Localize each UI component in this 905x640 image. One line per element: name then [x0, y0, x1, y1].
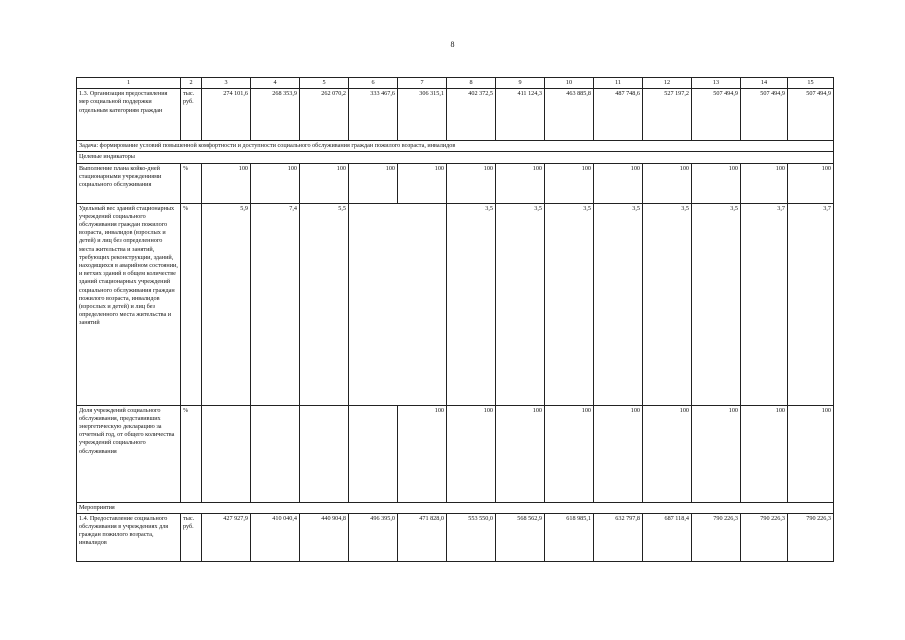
- value-cell: 100: [643, 405, 692, 502]
- value-cell: 3,5: [594, 203, 643, 405]
- value-cell: 100: [545, 405, 594, 502]
- value-cell: [300, 405, 349, 502]
- row-name: 1.4. Предоставление социального обслуживания в учреждениях для граждан пожилого возраста, инвалидов: [77, 513, 181, 561]
- value-cell: 100: [788, 405, 834, 502]
- value-cell: 100: [398, 405, 447, 502]
- value-cell: [251, 405, 300, 502]
- value-cell: 5,9: [202, 203, 251, 405]
- row-unit: тыс. руб.: [181, 89, 202, 141]
- header-cell: 5: [300, 78, 349, 89]
- value-cell: 553 550,0: [447, 513, 496, 561]
- value-cell: 790 226,3: [741, 513, 788, 561]
- header-cell: 15: [788, 78, 834, 89]
- value-cell: 333 467,6: [349, 89, 398, 141]
- row-name: Доля учреждений социального обслуживания, представивших энергетическую декларацию за отчетный год, от общего количества учреждений социального обслуживания: [77, 405, 181, 502]
- header-cell: 10: [545, 78, 594, 89]
- page-number: 8: [450, 40, 455, 49]
- value-cell: 3,5: [545, 203, 594, 405]
- header-cell: 13: [692, 78, 741, 89]
- value-cell: 411 124,3: [496, 89, 545, 141]
- value-cell: 100: [741, 405, 788, 502]
- value-cell: 3,7: [741, 203, 788, 405]
- value-cell: 7,4: [251, 203, 300, 405]
- value-cell: 3,5: [496, 203, 545, 405]
- value-cell: 790 226,3: [788, 513, 834, 561]
- value-cell: 100: [496, 405, 545, 502]
- table-row-indicator-3: [77, 405, 834, 502]
- value-cell: [202, 405, 251, 502]
- header-cell: 1: [77, 78, 181, 89]
- value-cell: 100: [692, 163, 741, 203]
- value-cell: [349, 405, 398, 502]
- value-cell: 100: [447, 163, 496, 203]
- row-unit: тыс. руб.: [181, 513, 202, 561]
- header-cell: 7: [398, 78, 447, 89]
- value-cell: 463 885,8: [545, 89, 594, 141]
- targets-heading-row: [77, 152, 834, 163]
- value-cell: 3,5: [643, 203, 692, 405]
- value-cell: [349, 203, 447, 405]
- value-cell: 410 040,4: [251, 513, 300, 561]
- value-cell: 687 118,4: [643, 513, 692, 561]
- header-cell: 8: [447, 78, 496, 89]
- value-cell: 306 315,1: [398, 89, 447, 141]
- header-cell: 14: [741, 78, 788, 89]
- value-cell: 568 562,9: [496, 513, 545, 561]
- value-cell: 632 797,8: [594, 513, 643, 561]
- row-unit: %: [181, 405, 202, 502]
- value-cell: 100: [545, 163, 594, 203]
- header-cell: 4: [251, 78, 300, 89]
- row-unit: %: [181, 163, 202, 203]
- value-cell: 527 197,2: [643, 89, 692, 141]
- row-unit: %: [181, 203, 202, 405]
- header-cell: 9: [496, 78, 545, 89]
- value-cell: 100: [496, 163, 545, 203]
- value-cell: 440 904,8: [300, 513, 349, 561]
- header-cell: 6: [349, 78, 398, 89]
- value-cell: 262 070,2: [300, 89, 349, 141]
- value-cell: 100: [594, 405, 643, 502]
- value-cell: 100: [788, 163, 834, 203]
- value-cell: 507 494,9: [788, 89, 834, 141]
- value-cell: 427 927,9: [202, 513, 251, 561]
- value-cell: 100: [398, 163, 447, 203]
- header-cell: 12: [643, 78, 692, 89]
- value-cell: 3,5: [692, 203, 741, 405]
- value-cell: 100: [741, 163, 788, 203]
- value-cell: 100: [349, 163, 398, 203]
- value-cell: 268 353,9: [251, 89, 300, 141]
- value-cell: 100: [251, 163, 300, 203]
- row-name: Выполнение плана койко-дней стационарными учреждениями социального обслуживания: [77, 163, 181, 203]
- value-cell: 790 226,3: [692, 513, 741, 561]
- value-cell: 402 372,5: [447, 89, 496, 141]
- measures-heading: Мероприятия: [77, 502, 834, 513]
- value-cell: 471 828,0: [398, 513, 447, 561]
- measures-heading-row: [77, 502, 834, 513]
- value-cell: 3,7: [788, 203, 834, 405]
- targets-heading: Целевые индикаторы: [77, 152, 834, 163]
- value-cell: 100: [447, 405, 496, 502]
- value-cell: 618 985,1: [545, 513, 594, 561]
- value-cell: 5,5: [300, 203, 349, 405]
- row-name: Удельный вес зданий стационарных учреждений социального обслуживания граждан пожилого возраста, инвалидов (взрослых и детей) и лиц без определенного места жительства и занятий, требующих реконструкции, зданий, находящихся в аварийном состоянии, и ветхих зданий в общем количестве зданий стационарных учреждений социального обслуживания граждан пожилого возраста, инвалидов (взрослых и детей) и лиц без определенного места жительства и занятий: [77, 203, 181, 405]
- table-row-indicator-2: [77, 203, 834, 405]
- value-cell: 100: [692, 405, 741, 502]
- header-cell: 11: [594, 78, 643, 89]
- header-cell: 3: [202, 78, 251, 89]
- header-row: [77, 78, 834, 89]
- task-text: Задача: формирование условий повышенной комфортности и доступности социального обслуживания граждан пожилого возраста, инвалидов: [77, 141, 834, 152]
- value-cell: 100: [202, 163, 251, 203]
- table-row-indicator-1: [77, 163, 834, 203]
- value-cell: 100: [594, 163, 643, 203]
- value-cell: 100: [643, 163, 692, 203]
- program-table: [76, 77, 834, 562]
- task-row: [77, 141, 834, 152]
- table-row-1-3: [77, 89, 834, 141]
- value-cell: 100: [300, 163, 349, 203]
- value-cell: 3,5: [447, 203, 496, 405]
- value-cell: 496 395,0: [349, 513, 398, 561]
- row-name: 1.3. Организация предоставления мер социальной поддержки отдельным категориям граждан: [77, 89, 181, 141]
- value-cell: 487 748,6: [594, 89, 643, 141]
- header-cell: 2: [181, 78, 202, 89]
- table-row-1-4: [77, 513, 834, 561]
- value-cell: 274 101,6: [202, 89, 251, 141]
- value-cell: 507 494,9: [692, 89, 741, 141]
- value-cell: 507 494,9: [741, 89, 788, 141]
